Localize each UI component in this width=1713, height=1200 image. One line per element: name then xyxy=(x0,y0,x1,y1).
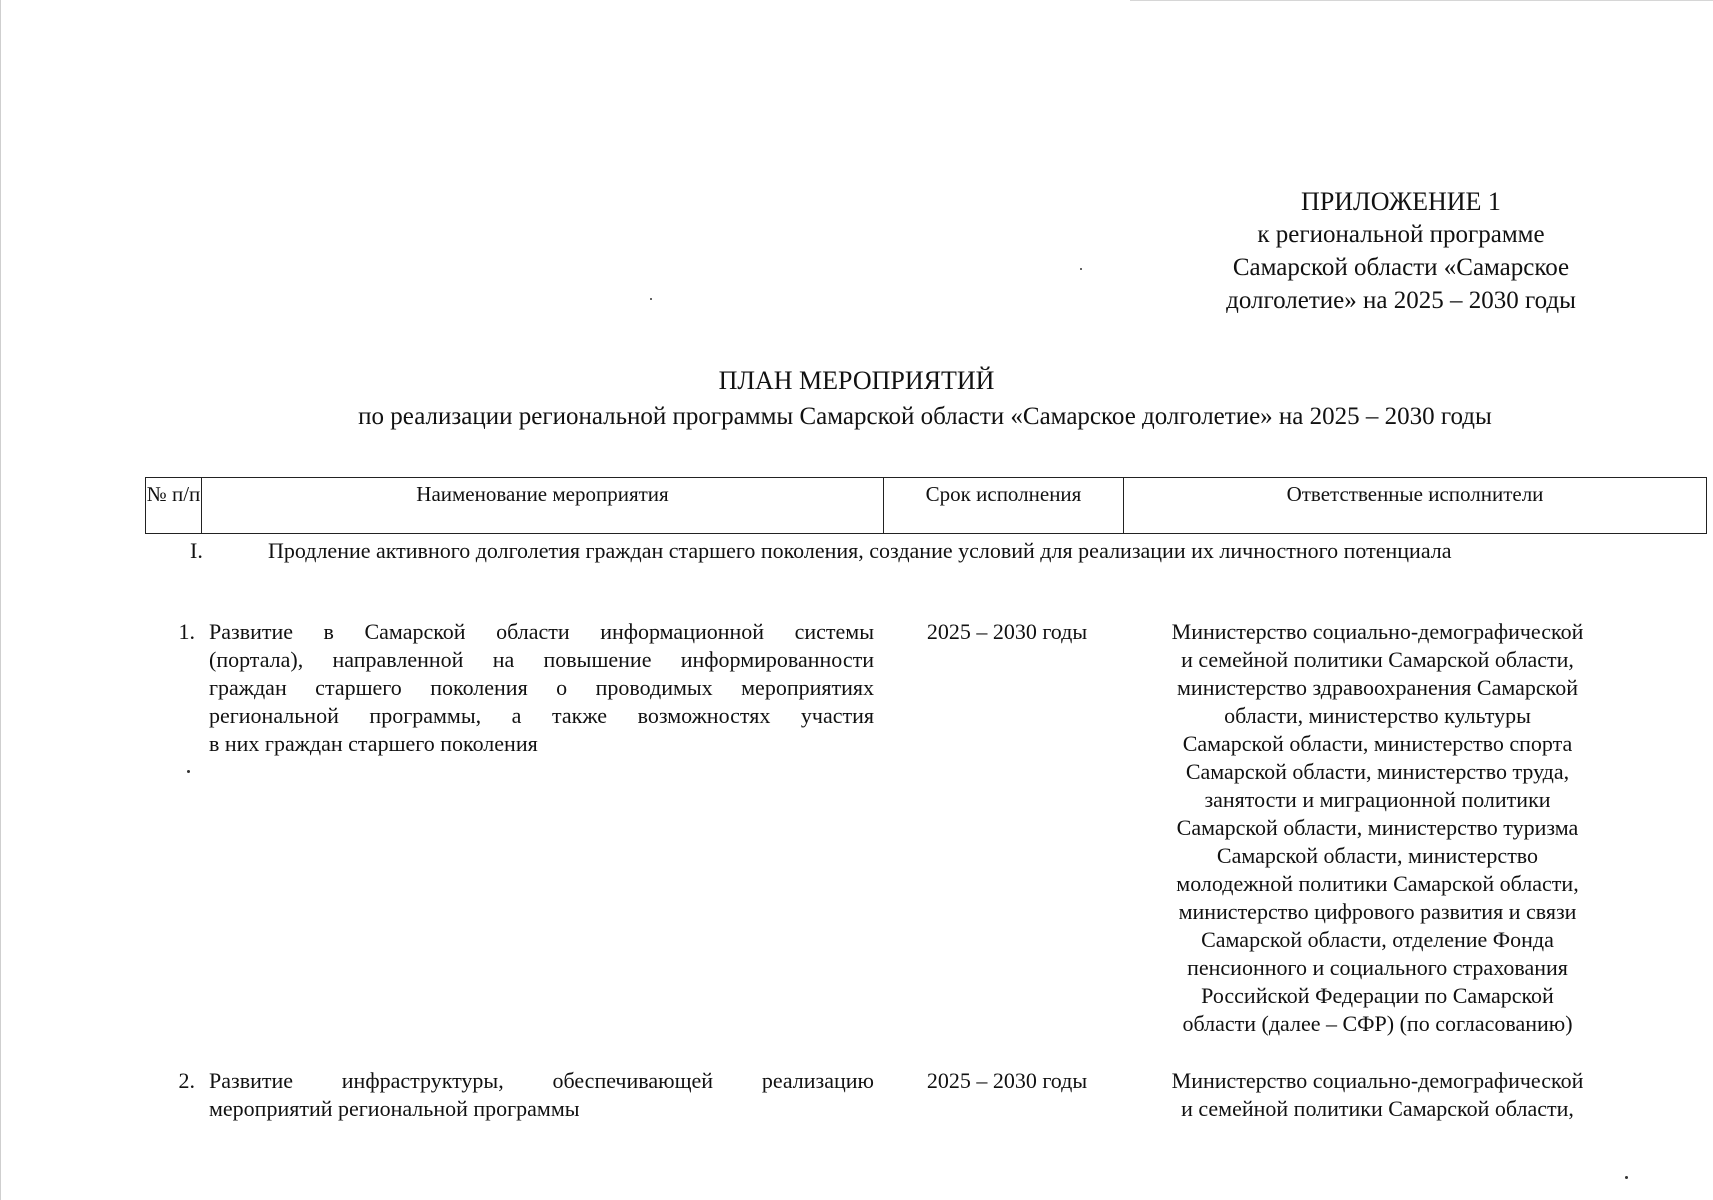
section-title: Продление активного долголетия граждан старшего поколения, создание условий для реализации их личностного потенциала xyxy=(268,538,1452,563)
measure-name-line: (портала), направленной на повышение информированности xyxy=(209,647,874,672)
responsible-line: Самарской области, министерство спорта xyxy=(1182,731,1573,756)
scan-speck xyxy=(187,770,190,773)
section-number: I. xyxy=(190,538,203,563)
appendix-line: Самарской области «Самарское xyxy=(1232,254,1570,281)
responsible-line: пенсионного и социального страхования xyxy=(1187,955,1568,980)
responsible-line: занятости и миграционной политики xyxy=(1204,787,1551,812)
responsible-line: министерство цифрового развития и связи xyxy=(1178,899,1577,924)
scan-speck xyxy=(1080,268,1082,270)
responsible-line: Министерство социально-демографической xyxy=(1171,619,1584,644)
appendix-block xyxy=(1191,185,1611,317)
measure-name xyxy=(209,618,874,758)
measure-name-line: Развитие в Самарской области информационной системы xyxy=(209,619,874,644)
section-heading xyxy=(190,537,1710,565)
scan-edge xyxy=(1130,0,1713,1)
table-header xyxy=(145,477,1707,534)
responsible-line: и семейной политики Самарской области, xyxy=(1181,647,1574,672)
responsible-line: министерство здравоохранения Самарской xyxy=(1177,675,1578,700)
responsible-line: области (далее – СФР) (по согласованию) xyxy=(1182,1011,1573,1036)
header-term: Срок исполнения xyxy=(884,478,1124,533)
responsible-line: Российской Федерации по Самарской xyxy=(1201,983,1554,1008)
responsible-line: и семейной политики Самарской области, xyxy=(1181,1096,1574,1121)
scan-speck xyxy=(650,298,652,300)
responsible-line: Самарской области, министерство xyxy=(1216,843,1539,868)
header-responsible: Ответственные исполнители xyxy=(1286,482,1544,506)
execution-term: 2025 – 2030 годы xyxy=(926,619,1088,644)
responsible-line: Самарской области, отделение Фонда xyxy=(1201,927,1554,952)
execution-term: 2025 – 2030 годы xyxy=(926,1068,1088,1093)
appendix-line: долголетие» на 2025 – 2030 годы xyxy=(1226,287,1576,314)
responsible-executors xyxy=(1130,1067,1625,1123)
measure-name-line: мероприятий региональной программы xyxy=(209,1096,580,1121)
responsible-line: области, министерство культуры xyxy=(1224,703,1531,728)
responsible-line: Самарской области, министерство туризма xyxy=(1176,815,1579,840)
header-name: Наименование мероприятия xyxy=(202,478,884,533)
responsible-executors xyxy=(1130,618,1625,1038)
row-number: 1. xyxy=(178,619,195,644)
measure-name xyxy=(209,1067,874,1123)
plan-title: ПЛАН МЕРОПРИЯТИЙ xyxy=(718,366,995,395)
measure-name-line: Развитие инфраструктуры, обеспечивающей реализацию xyxy=(209,1068,874,1093)
scan-speck xyxy=(1625,1176,1628,1179)
measure-name-line: в них граждан старшего поколения xyxy=(209,731,538,756)
appendix-line: к региональной программе xyxy=(1257,221,1545,248)
responsible-line: Министерство социально-демографической xyxy=(1171,1068,1584,1093)
responsible-line: молодежной политики Самарской области, xyxy=(1176,871,1579,896)
measure-name-line: граждан старшего поколения о проводимых мероприятиях xyxy=(209,675,874,700)
measure-name-line: региональной программы, а также возможностях участия xyxy=(209,703,874,728)
row-number: 2. xyxy=(178,1068,195,1093)
responsible-line: Самарской области, министерство труда, xyxy=(1185,759,1570,784)
appendix-title: ПРИЛОЖЕНИЕ 1 xyxy=(1301,187,1501,216)
header-number: № п/п xyxy=(146,478,202,533)
plan-subtitle: по реализации региональной программы Самарской области «Самарское долголетие» на 2025 – 2030 годы xyxy=(358,403,1492,430)
scan-edge xyxy=(0,0,1,1200)
